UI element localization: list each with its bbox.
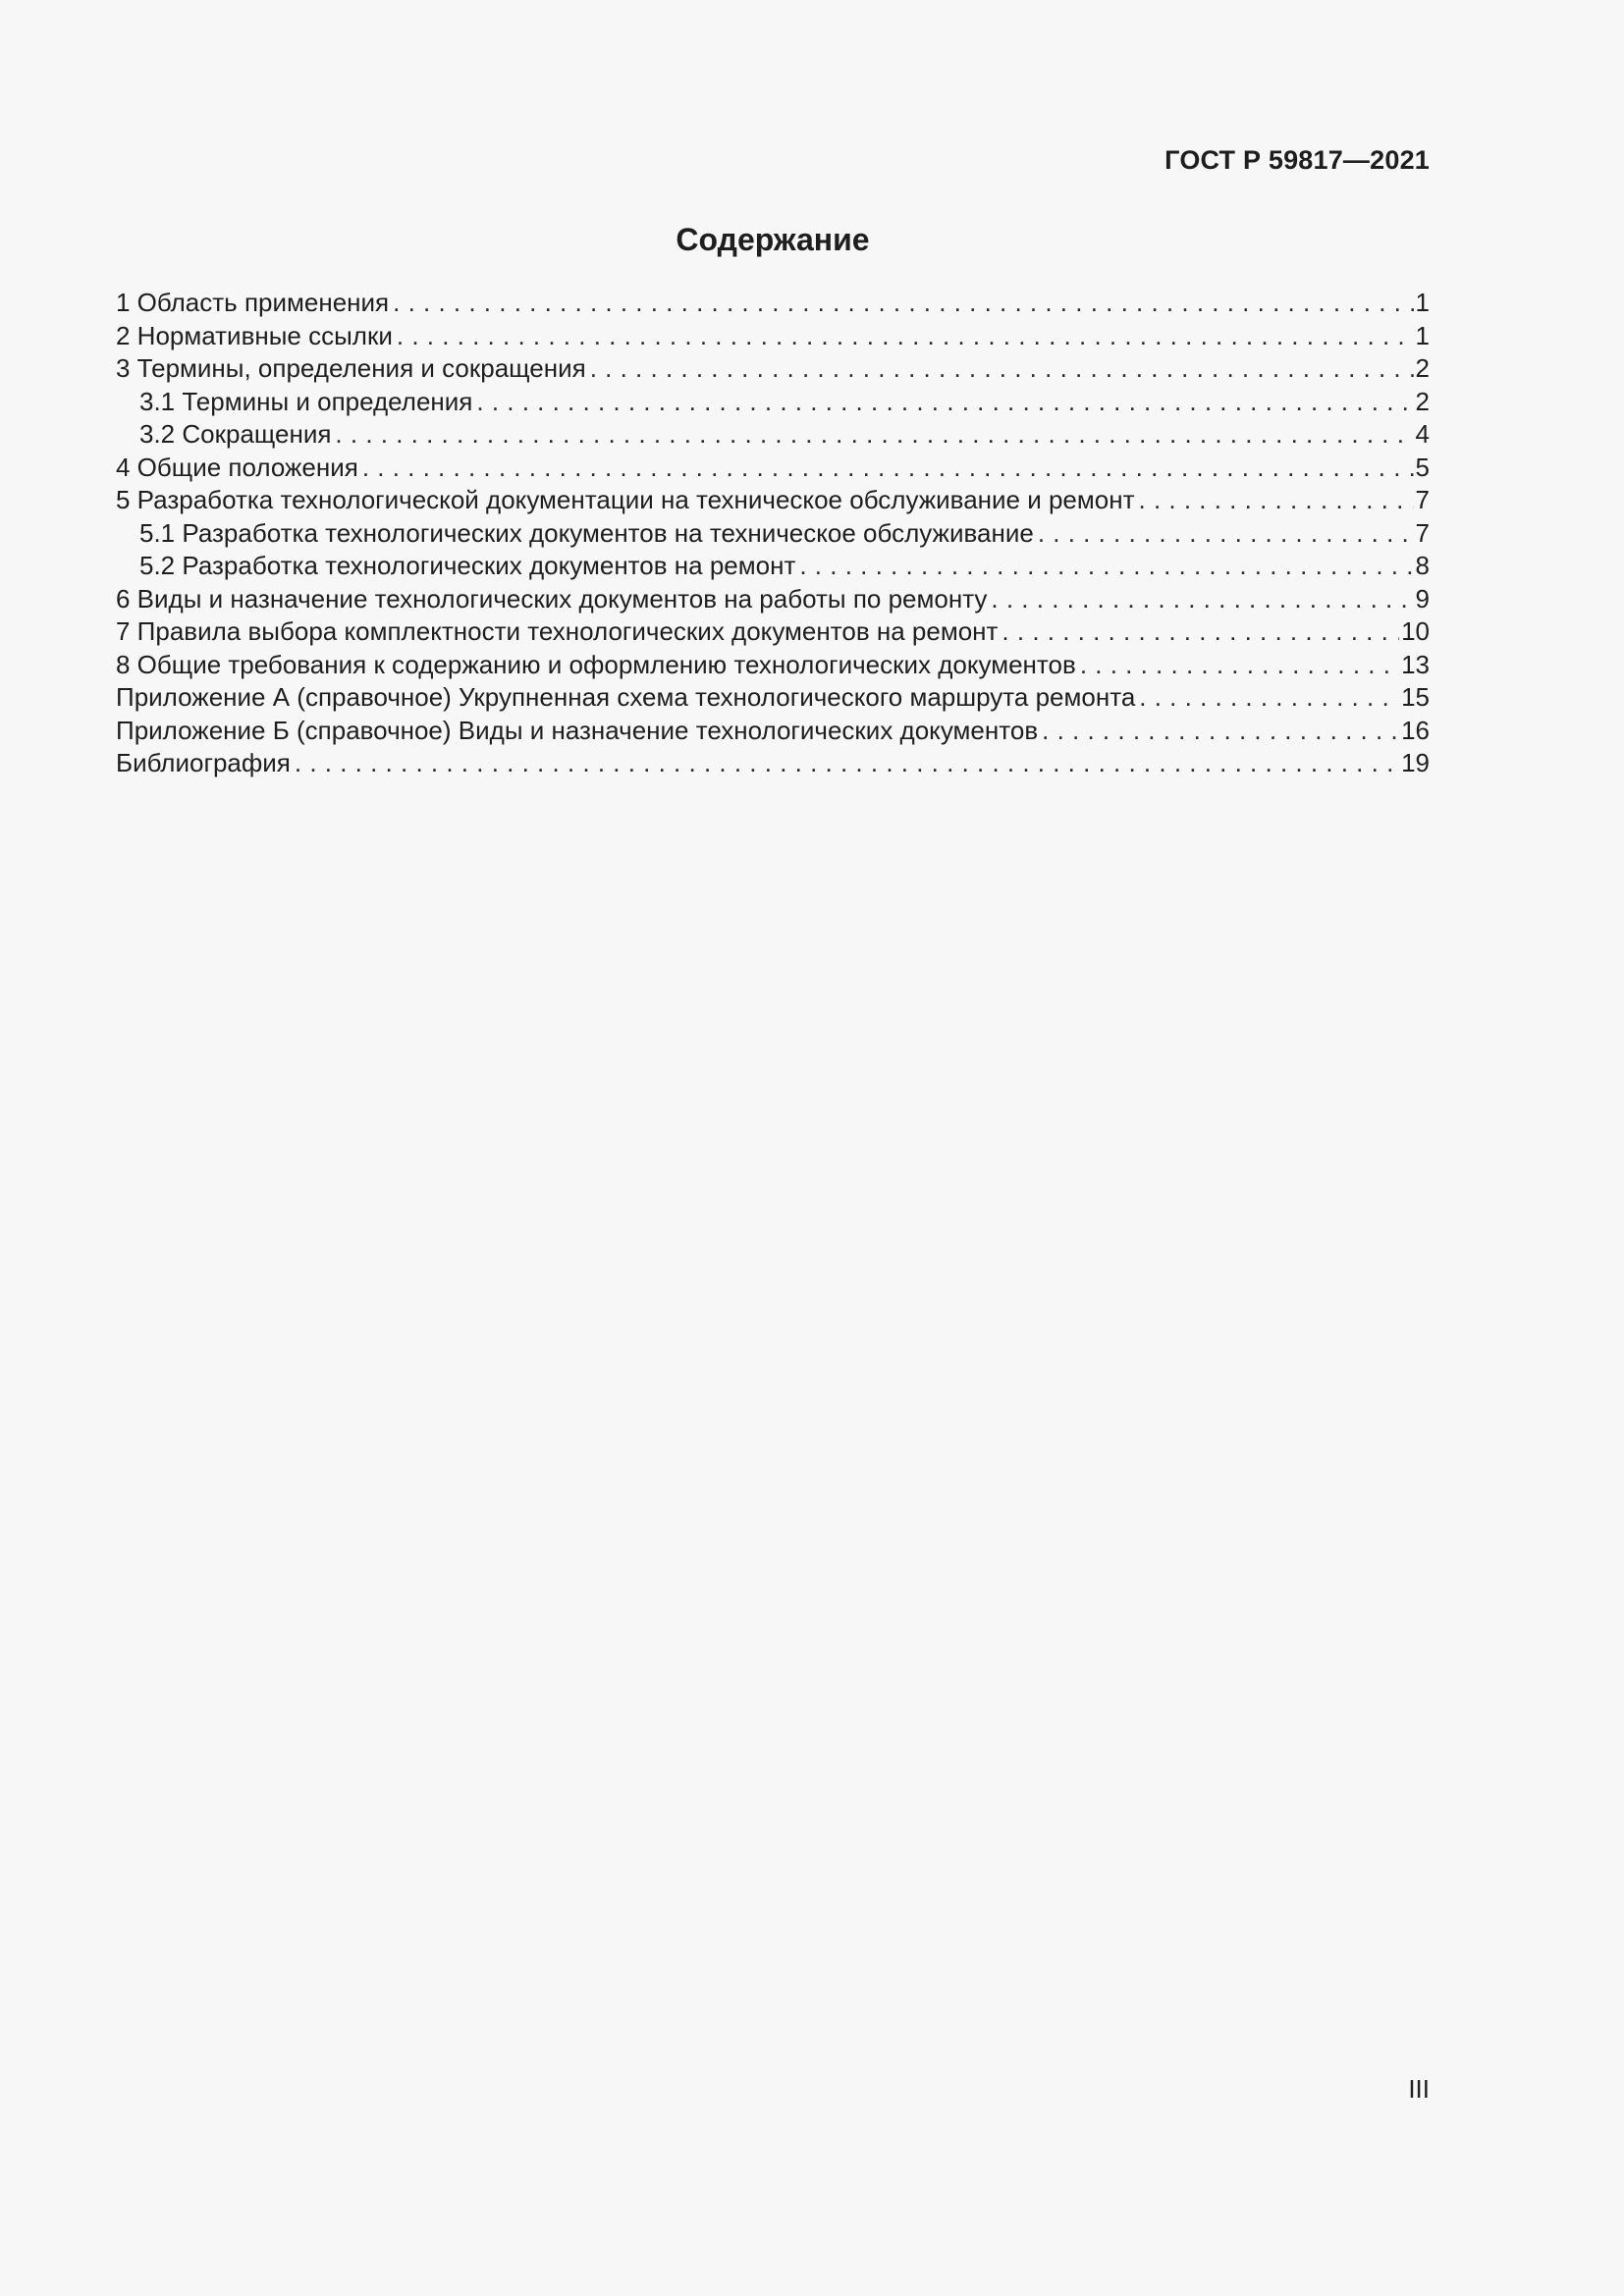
dot-leader: [476, 386, 1413, 419]
page-number: III: [1408, 2074, 1430, 2104]
toc-entry-label: 7 Правила выбора комплектности технологических документов на ремонт: [116, 616, 999, 646]
dot-leader: [393, 287, 1413, 320]
dot-leader: [799, 550, 1413, 583]
toc-entry-label: 5.1 Разработка технологических документов на техническое обслуживание: [139, 517, 1034, 548]
dot-leader: [1139, 681, 1399, 715]
toc-entry-label: 8 Общие требования к содержанию и оформлению технологических документов: [116, 649, 1076, 679]
toc-entry-page: 7: [1415, 517, 1430, 548]
toc-entry-page: 1: [1415, 288, 1430, 317]
toc-entry-label: 6 Виды и назначение технологических документов на работы по ремонту: [116, 583, 988, 614]
toc-entry-page: 1: [1415, 320, 1430, 350]
toc-entry-label: 5 Разработка технологической документации на техническое обслуживание и ремонт: [116, 485, 1135, 514]
dot-leader: [362, 452, 1414, 485]
toc-title: Содержание: [676, 222, 870, 257]
toc-entry-label: 2 Нормативные ссылки: [116, 320, 393, 350]
toc-entry-label: 3.1 Термины и определения: [139, 386, 473, 416]
toc-entry[interactable]: [116, 615, 1430, 649]
toc-entry[interactable]: [116, 452, 1430, 485]
dot-leader: [335, 418, 1413, 452]
toc-entry-label: 3.2 Сокращения: [139, 419, 332, 449]
toc-entry-page: 2: [1415, 353, 1430, 383]
document-code: ГОСТ Р 59817—2021: [1164, 145, 1430, 175]
toc-entry-page: 7: [1415, 485, 1430, 514]
toc-entry[interactable]: [116, 484, 1430, 517]
toc-entry-label: 4 Общие положения: [116, 452, 358, 482]
toc-entry[interactable]: [116, 681, 1430, 715]
toc-entry-page: 13: [1401, 649, 1430, 679]
toc-entry-label: Библиография: [116, 748, 291, 777]
toc-entry[interactable]: [116, 287, 1430, 320]
dot-leader: [590, 352, 1414, 386]
toc-entry[interactable]: [116, 352, 1430, 386]
toc-entry-label: 1 Область применения: [116, 288, 390, 317]
dot-leader: [991, 583, 1413, 616]
toc-entry-page: 9: [1415, 583, 1430, 614]
dot-leader: [1080, 649, 1399, 682]
toc-entry-page: 4: [1415, 419, 1430, 449]
dot-leader: [1042, 715, 1399, 748]
table-of-contents: [116, 287, 1430, 780]
toc-entry-label: Приложение Б (справочное) Виды и назначение технологических документов: [116, 715, 1039, 745]
toc-entry-page: 16: [1401, 715, 1430, 745]
toc-entry-page: 8: [1415, 551, 1430, 580]
toc-entry[interactable]: [116, 649, 1430, 682]
toc-entry-page: 5: [1415, 452, 1430, 482]
toc-entry[interactable]: [116, 715, 1430, 748]
toc-entry-page: 10: [1401, 616, 1430, 646]
toc-entry[interactable]: [116, 386, 1430, 419]
toc-entry[interactable]: [116, 418, 1430, 452]
toc-entry-label: 3 Термины, определения и сокращения: [116, 353, 586, 383]
toc-entry[interactable]: [116, 320, 1430, 353]
dot-leader: [397, 320, 1414, 353]
toc-entry-label: 5.2 Разработка технологических документов на ремонт: [139, 551, 796, 580]
toc-entry[interactable]: [116, 517, 1430, 551]
toc-entry[interactable]: [116, 747, 1430, 780]
dot-leader: [1001, 615, 1399, 649]
dot-leader: [1038, 517, 1414, 551]
dot-leader: [295, 747, 1399, 780]
toc-entry-page: 15: [1401, 682, 1430, 712]
dot-leader: [1139, 484, 1414, 517]
toc-entry-page: 19: [1401, 748, 1430, 777]
toc-entry-page: 2: [1415, 386, 1430, 416]
toc-entry[interactable]: [116, 583, 1430, 616]
toc-entry[interactable]: [116, 550, 1430, 583]
toc-entry-label: Приложение А (справочное) Укрупненная схема технологического маршрута ремонта: [116, 682, 1136, 712]
